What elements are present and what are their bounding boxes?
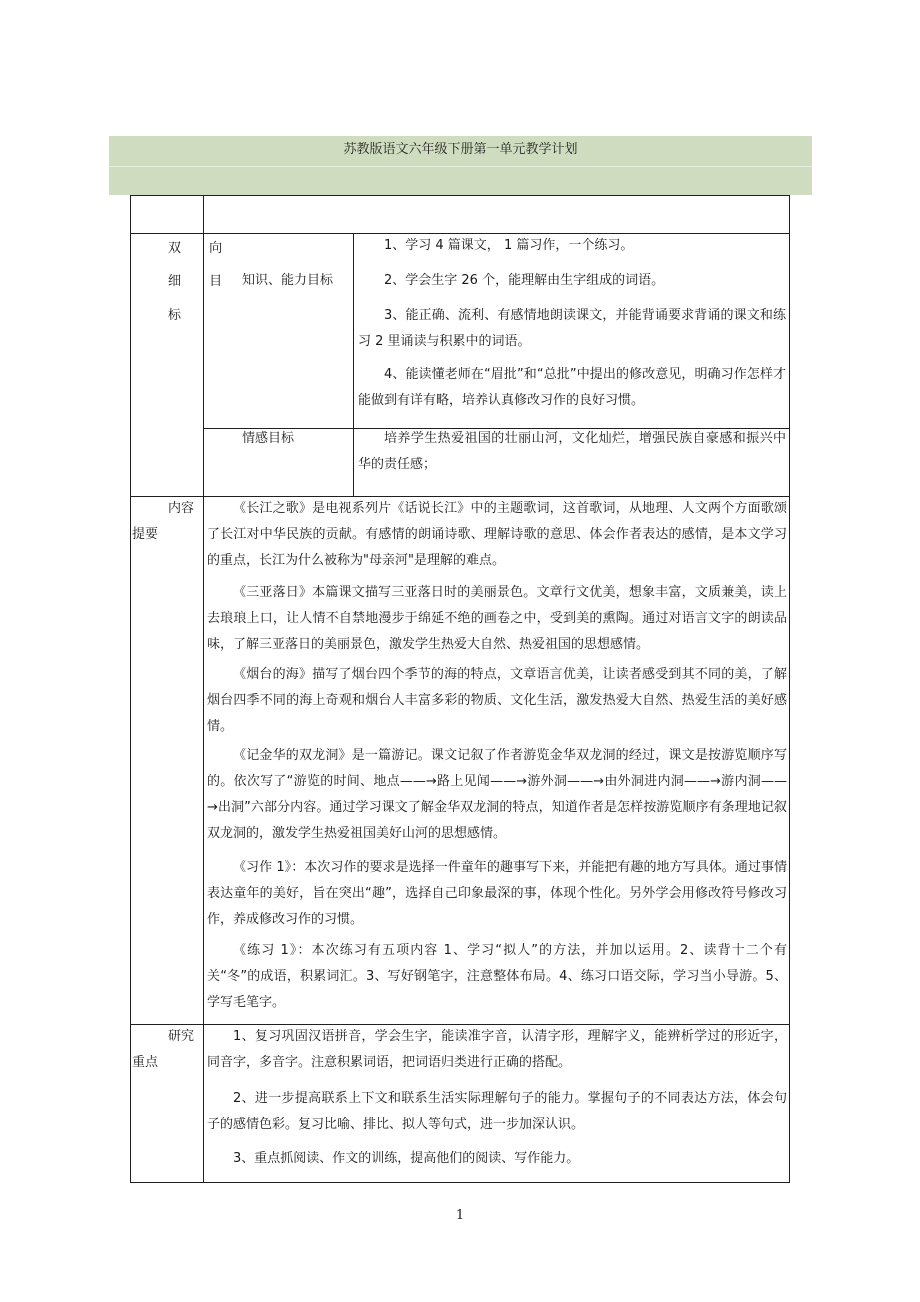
focus-paragraph-3: 3、重点抓阅读、作文的训练，提高他们的阅读、写作能力。 [233, 1151, 580, 1166]
page-number: 1 [455, 1208, 465, 1223]
emotion-goal-label: 情感目标 [242, 431, 295, 446]
focus-label-line-1: 研究 [168, 1029, 195, 1044]
knowledge-goal-item-1: 1、学习 4 篇课文， 1 篇习作，一个练习。 [384, 238, 634, 253]
summary-paragraph-2: 《三亚落日》本篇课文描写三亚落日时的美丽景色。文章行文优美，想象丰富，文质兼美，读上去琅琅上口，让人情不自禁地漫步于绵延不绝的画卷之中，受到美的熏陶。通过对语言文字的朗读品味，了解三亚落日的美丽景色，激发学生热爱大自然、热爱祖国的思想感情。 [207, 585, 787, 652]
goal-subcolumn-divider [353, 233, 354, 496]
summary-paragraph-6: 《练习 1》：本次练习有五项内容 1、学习“拟人”的方法，并加以运用。2、读背十二个有关“冬”的成语，积累词汇。3、写好钢笔字，注意整体布局。4、练习口语交际，学习当小导游。5、学写毛笔字。 [207, 943, 787, 1010]
focus-label-line-2: 重点 [132, 1055, 159, 1070]
summary-paragraph-3: 《烟台的海》描写了烟台四个季节的海的特点，文章语言优美，让读者感受到其不同的美，了解烟台四季不同的海上奇观和烟台人丰富多彩的物质、文化生活，激发热爱大自然、热爱生活的美好感情。 [207, 667, 787, 734]
label-column-divider [203, 195, 204, 1183]
knowledge-goal-item-2: 2、学会生字 26 个，能理解由生字组成的词语。 [384, 273, 665, 288]
knowledge-goal-label: 知识、能力目标 [242, 273, 334, 288]
emotion-goal-text: 培养学生热爱祖国的壮丽山河，文化灿烂，增强民族自豪感和振兴中华的责任感； [358, 431, 786, 472]
summary-label-line-1: 内容 [168, 501, 195, 516]
focus-paragraph-2: 2、进一步提高联系上下文和联系生活实际理解句子的能力。掌握句子的不同表达方法，体会句子的感情色彩。复习比喻、排比、拟人等句式，进一步加深认识。 [207, 1091, 787, 1132]
summary-paragraph-4: 《记金华的双龙洞》是一篇游记。课文记叙了作者游览金华双龙洞的经过，课文是按游览顺序写的。依次写了“游览的时间、地点——→路上见闻——→游外洞——→由外洞进内洞——→游内洞——→出洞”六部分内容。通过学习课文了解金华双龙洞的特点，知道作者是怎样按游览顺序有条理地记叙双龙洞的，激发学生热爱祖国美好山河的思想感情。 [207, 748, 787, 841]
title-band-divider [109, 166, 812, 167]
goals-section-label-line-2: 细 目 [168, 274, 235, 289]
knowledge-goal-item-4: 4、能读懂老师在“眉批”和“总批”中提出的修改意见，明确习作怎样才能做到有详有略，培养认真修改习作的良好习惯。 [358, 367, 786, 408]
summary-paragraph-1: 《长江之歌》是电视系列片《话说长江》中的主题歌词，这首歌词，从地理、人文两个方面歌颂了长江对中华民族的贡献。有感情的朗诵诗歌、理解诗歌的意思、体会作者表达的感情，是本文学习的重点，长江为什么被称为"母亲河"是理解的难点。 [207, 501, 787, 568]
document-title: 苏教版语文六年级下册第一单元教学计划 [343, 142, 578, 157]
focus-paragraph-1: 1、复习巩固汉语拼音，学会生字，能读准字音，认清字形，理解字义，能辨析学过的形近字，同音字，多音字。注意积累词语，把词语归类进行正确的搭配。 [207, 1029, 787, 1070]
summary-paragraph-5: 《习作 1》：本次习作的要求是选择一件童年的趣事写下来，并能把有趣的地方写具体。通过事情表达童年的美好，旨在突出“趣”，选择自己印象最深的事，体现个性化。另外学会用修改符号修改习作，养成修改习作的习惯。 [207, 860, 787, 927]
goals-section-label-line-1: 双 向 [168, 241, 235, 256]
goals-section-label-line-3: 标 [168, 308, 194, 323]
title-band [109, 136, 812, 195]
summary-label-line-2: 提要 [132, 527, 159, 542]
knowledge-goal-item-3: 3、能正确、流利、有感情地朗读课文，并能背诵要求背诵的课文和练习 2 里诵读与积累中的词语。 [358, 308, 786, 349]
